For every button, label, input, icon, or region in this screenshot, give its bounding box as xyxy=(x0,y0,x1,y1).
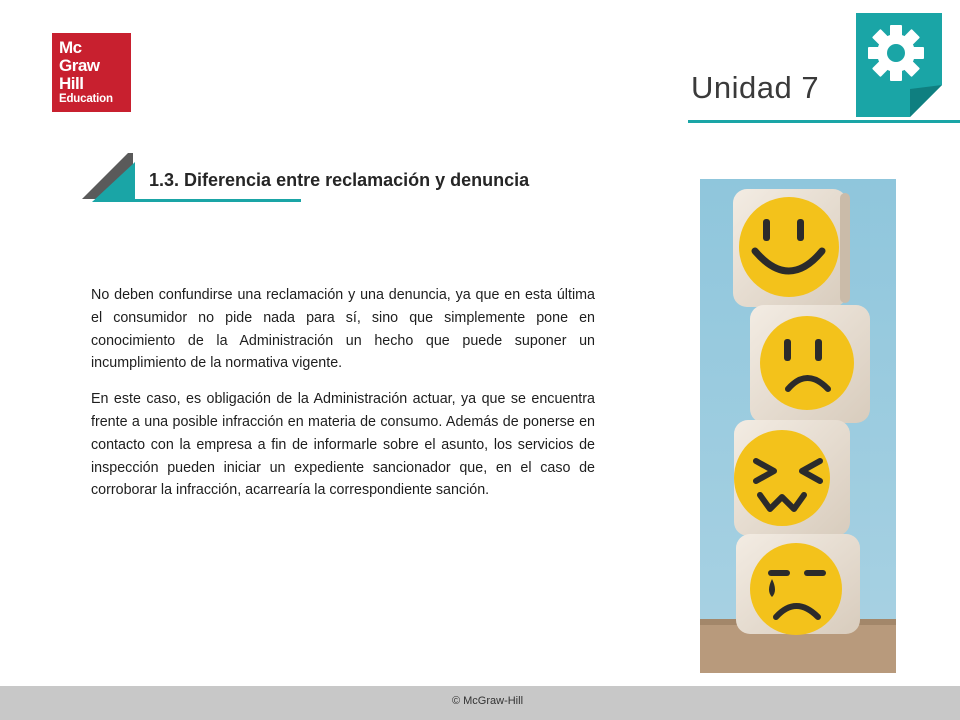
body-paragraph-1: No deben confundirse una reclamación y una denuncia, ya que en esta última el consumidor no pide nada para sí, sino que simplemente pone en conocimiento de la Administración un hecho que puede suponer un incumplimiento de la normativa vigente. xyxy=(91,287,595,372)
gear-document-icon xyxy=(856,13,942,117)
unit-title-underline xyxy=(688,120,960,123)
squint-face-icon xyxy=(734,420,850,536)
section-title: 1.3. Diferencia entre reclamación y denuncia xyxy=(149,170,530,190)
body-text xyxy=(91,284,595,515)
logo-line-1: Mc xyxy=(59,38,82,57)
footer-bar xyxy=(0,686,960,720)
logo-line-2: Graw xyxy=(59,56,100,75)
mcgraw-hill-logo xyxy=(52,33,131,112)
body-paragraph-2: En este caso, es obligación de la Administración actuar, ya que se encuentra frente a una posible infracción en materia de consumo. Además de ponerse en contacto con la empresa a fin de informarle sobre el asunto, los servicios de inspección pueden iniciar un expediente sancionador que, en el caso de corroborar la infracción, acarrearía la correspondiente sanción. xyxy=(91,391,595,499)
emoji-dice-photo xyxy=(700,179,896,673)
happy-face-icon xyxy=(733,189,850,307)
logo-line-4: Education xyxy=(59,93,113,105)
sad-face-icon xyxy=(750,305,870,423)
footer-copyright: © McGraw-Hill xyxy=(451,695,524,707)
crying-face-icon xyxy=(736,534,860,635)
unit-title: Unidad 7 xyxy=(691,70,820,105)
section-heading-decoration xyxy=(78,150,138,205)
section-title-underline xyxy=(134,199,301,202)
logo-line-3: Hill xyxy=(59,74,84,93)
